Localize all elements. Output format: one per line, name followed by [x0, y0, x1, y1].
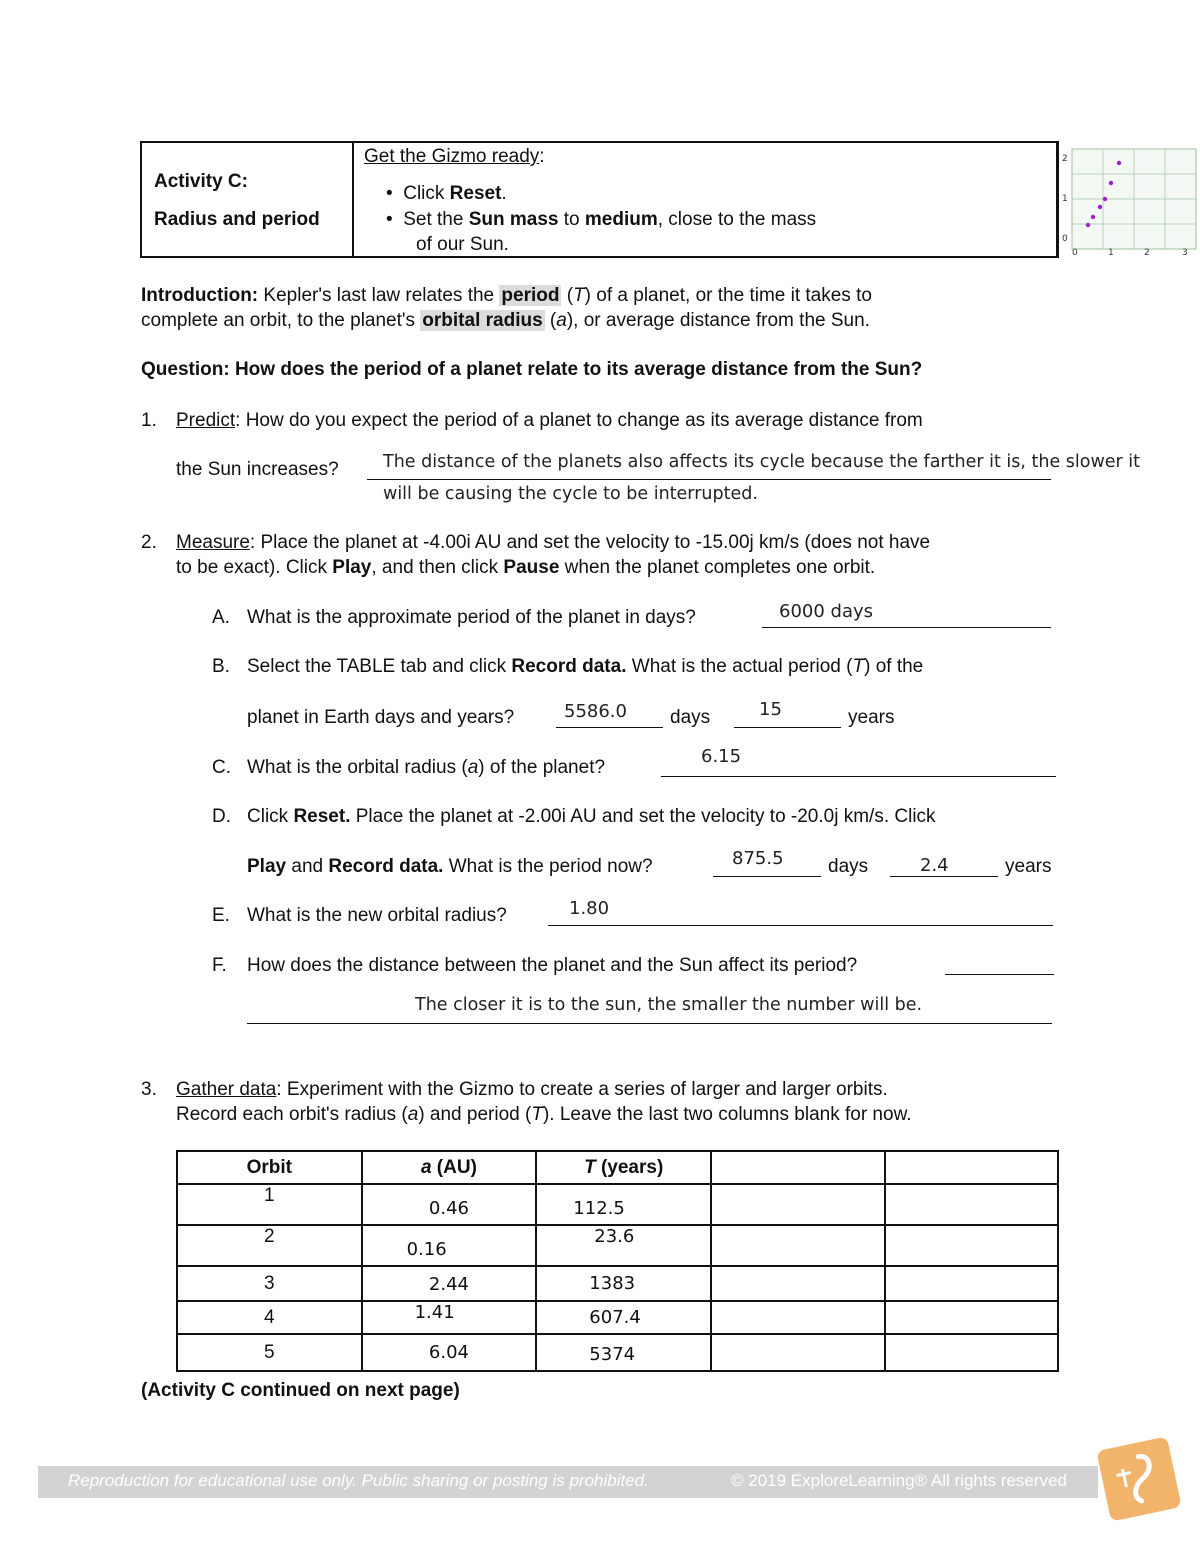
- thumb-dot: [1103, 197, 1107, 201]
- gizmo-ready-title: Get the Gizmo ready:: [364, 146, 545, 167]
- q2b-days-answer[interactable]: 5586.0: [564, 701, 627, 722]
- q2e-text: What is the new orbital radius?: [247, 905, 507, 926]
- header-radius: a (AU): [362, 1151, 537, 1184]
- thumb-x-label-0: 0: [1072, 248, 1078, 256]
- q2f-answer[interactable]: The closer it is to the sun, the smaller the number will be.: [415, 995, 923, 1015]
- q2e-answer-line: [548, 925, 1053, 926]
- cell-radius[interactable]: 2.44: [362, 1266, 537, 1301]
- cell-orbit: 2: [177, 1225, 362, 1266]
- cell-orbit: 4: [177, 1301, 362, 1334]
- thumb-dot: [1117, 161, 1121, 165]
- cell-radius[interactable]: 6.04: [362, 1334, 537, 1371]
- q2f-text: How does the distance between the planet and the Sun affect its period?: [247, 955, 858, 976]
- table-row: [177, 1266, 1058, 1301]
- cell-blank[interactable]: [711, 1266, 884, 1301]
- cell-radius[interactable]: 0.16: [362, 1225, 537, 1266]
- cell-period[interactable]: 607.4: [536, 1301, 711, 1334]
- bullet-sun-mass: • Set the Sun mass to medium, close to the mass: [386, 209, 817, 230]
- thumb-dot: [1091, 215, 1095, 219]
- footer-copyright: © 2019 ExploreLearning® All rights reserved: [731, 1471, 1067, 1490]
- cell-blank[interactable]: [711, 1225, 884, 1266]
- intro-line2: complete an orbit, to the planet's orbital radius (a), or average distance from the Sun.: [141, 310, 870, 331]
- q2-text: Measure: Place the planet at -4.00i AU and set the velocity to -15.00j km/s (does not have: [176, 532, 931, 553]
- activity-label: Activity C:: [154, 171, 248, 192]
- q2e-answer[interactable]: 1.80: [569, 898, 610, 919]
- gizmo-ready-cell: [354, 143, 1058, 256]
- continued-note: (Activity C continued on next page): [141, 1380, 460, 1401]
- q2a-letter: A.: [212, 607, 230, 628]
- thumb-dot: [1098, 205, 1102, 209]
- cell-radius[interactable]: 1.41: [362, 1301, 537, 1334]
- q2b-years-line: [734, 727, 841, 728]
- q2f-letter: F.: [212, 955, 227, 976]
- thumbnail-graph: [1058, 143, 1198, 256]
- cell-blank[interactable]: [885, 1301, 1058, 1334]
- q1-answer-line: [367, 479, 1051, 480]
- cell-period[interactable]: 5374: [536, 1334, 711, 1371]
- q2b-days-label: days: [670, 707, 711, 728]
- explorelearning-logo: [1096, 1436, 1181, 1521]
- q2d-years-label: years: [1005, 856, 1052, 877]
- q2d-days-line: [713, 876, 821, 877]
- footer-disclaimer: Reproduction for educational use only. Public sharing or posting is prohibited.: [68, 1471, 649, 1490]
- q2b-years-answer[interactable]: 15: [759, 699, 782, 720]
- header-period: T (years): [536, 1151, 711, 1184]
- q2c-letter: C.: [212, 757, 231, 778]
- q2b-letter: B.: [212, 656, 230, 677]
- cell-period[interactable]: 112.5: [536, 1184, 711, 1225]
- thumb-dot: [1086, 223, 1090, 227]
- header-blank-2: [885, 1151, 1058, 1184]
- bullet-reset: • Click Reset.: [386, 183, 507, 204]
- cell-orbit: 5: [177, 1334, 362, 1371]
- question-heading: Question: How does the period of a planet relate to its average distance from the Sun?: [141, 359, 923, 380]
- cell-blank[interactable]: [885, 1225, 1058, 1266]
- q2a-answer[interactable]: 6000 days: [779, 601, 874, 622]
- table-row: [177, 1225, 1058, 1266]
- footer-bar: [38, 1466, 1098, 1498]
- q1-answer-text-2[interactable]: will be causing the cycle to be interrupted.: [383, 484, 758, 504]
- q2d-letter: D.: [212, 806, 231, 827]
- q2c-answer-line: [661, 776, 1056, 777]
- cell-period[interactable]: 23.6: [536, 1225, 711, 1266]
- thumb-x-label-2: 2: [1144, 248, 1150, 256]
- thumb-y-label-0: 0: [1062, 234, 1068, 244]
- cell-blank[interactable]: [711, 1184, 884, 1225]
- thumb-y-label-1: 1: [1062, 194, 1068, 204]
- q1-text: Predict: How do you expect the period of a planet to change as its average distance from: [176, 410, 923, 431]
- cell-orbit: 3: [177, 1266, 362, 1301]
- q2a-text: What is the approximate period of the planet in days?: [247, 607, 696, 628]
- thumb-y-label-2: 2: [1062, 154, 1068, 164]
- table-row: [177, 1334, 1058, 1371]
- table-row: [177, 1184, 1058, 1225]
- thumb-dot: [1109, 181, 1113, 185]
- q2b-text: Select the TABLE tab and click Record data. What is the actual period (T) of the: [247, 656, 924, 677]
- thumb-x-label-3: 3: [1182, 248, 1188, 256]
- cell-blank[interactable]: [885, 1184, 1058, 1225]
- q3-number: 3.: [141, 1079, 157, 1100]
- intro-line1: Introduction: Kepler's last law relates the period (T) of a planet, or the time it takes to: [141, 285, 872, 306]
- header-orbit: Orbit: [177, 1151, 362, 1184]
- q2d-years-line: [890, 876, 998, 877]
- cell-blank[interactable]: [885, 1266, 1058, 1301]
- q1-number: 1.: [141, 410, 157, 431]
- cell-blank[interactable]: [885, 1334, 1058, 1371]
- q3-line2: Record each orbit's radius (a) and period (T). Leave the last two columns blank for now.: [176, 1104, 912, 1125]
- q2b-line2: planet in Earth days and years?: [247, 707, 515, 728]
- q2b-days-line: [556, 727, 663, 728]
- q2-number: 2.: [141, 532, 157, 553]
- q2f-answer-line-1: [945, 974, 1054, 975]
- cell-blank[interactable]: [711, 1334, 884, 1371]
- table-row: [177, 1301, 1058, 1334]
- q2d-line2: Play and Record data. What is the period now?: [247, 856, 653, 877]
- logo-icon: [1096, 1436, 1181, 1521]
- q2d-text: Click Reset. Place the planet at -2.00i AU and set the velocity to -20.0j km/s. Click: [247, 806, 936, 827]
- q2f-answer-line-2: [247, 1023, 1052, 1024]
- header-blank-1: [711, 1151, 884, 1184]
- cell-period[interactable]: 1383: [536, 1266, 711, 1301]
- cell-blank[interactable]: [711, 1301, 884, 1334]
- q2d-days-label: days: [828, 856, 869, 877]
- cell-radius[interactable]: 0.46: [362, 1184, 537, 1225]
- table-header-row: [177, 1151, 1058, 1184]
- q2e-letter: E.: [212, 905, 230, 926]
- orbit-data-table: [176, 1150, 1059, 1372]
- q2a-answer-line: [762, 627, 1051, 628]
- activity-title-cell: [142, 143, 354, 256]
- q2d-days-answer[interactable]: 875.5: [732, 848, 784, 869]
- q3-text: Gather data: Experiment with the Gizmo to create a series of larger and larger orbits.: [176, 1079, 888, 1100]
- bullet-sun-mass-line2: of our Sun.: [416, 234, 509, 255]
- q2d-years-answer[interactable]: 2.4: [920, 855, 949, 876]
- q2c-answer[interactable]: 6.15: [701, 746, 742, 767]
- thumb-x-label-1: 1: [1108, 248, 1114, 256]
- activity-header-box: [140, 141, 1188, 258]
- q1-answer-text[interactable]: The distance of the planets also affects its cycle because the farther it is, the slower it: [383, 452, 1141, 472]
- cell-orbit: 1: [177, 1184, 362, 1225]
- q2-line2: to be exact). Click Play, and then click Pause when the planet completes one orbit.: [176, 557, 876, 578]
- q1-line2: the Sun increases?: [176, 459, 339, 480]
- activity-subtitle: Radius and period: [154, 209, 320, 230]
- q2c-text: What is the orbital radius (a) of the planet?: [247, 757, 606, 778]
- q2b-years-label: years: [848, 707, 895, 728]
